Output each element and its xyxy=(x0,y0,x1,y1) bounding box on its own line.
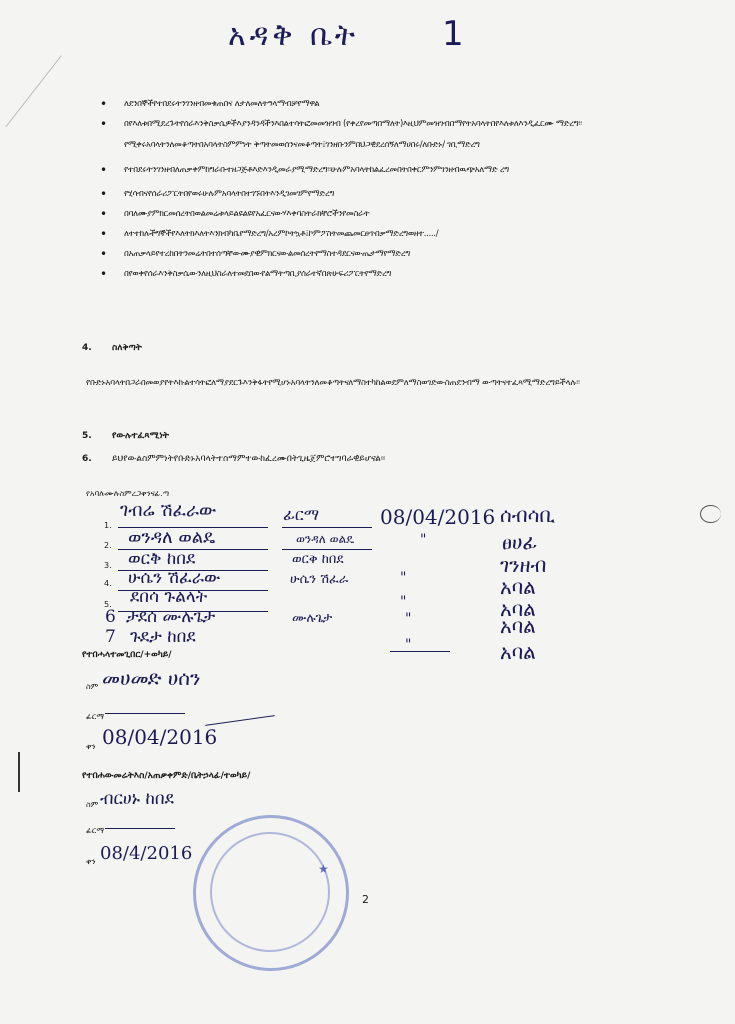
member-date: " xyxy=(405,637,412,653)
member-date: " xyxy=(405,611,412,627)
member-role: አባል xyxy=(500,614,536,638)
list-item: • ለተተከሉችግኞችየእለትክእለትእንክብካቤየማድረግ/አረምኮትኳቶ፤ኮምፖስትመጨመርፀጥበቃማድረግወዘተ...../ xyxy=(100,224,675,244)
member-name: ሁሴን ሽፈራው xyxy=(128,568,221,588)
member-signature: ሁሴን ሽፈራ xyxy=(290,572,349,587)
signature-line xyxy=(390,651,450,652)
member-role: አባል xyxy=(500,640,536,664)
member-role: አባል xyxy=(500,597,536,621)
row-number: 6 xyxy=(105,607,116,627)
member-role: ሰብሳቢ xyxy=(500,503,556,527)
member-signature: ፊርማ xyxy=(283,505,320,524)
member-date: " xyxy=(420,532,427,548)
signature-line xyxy=(118,549,268,550)
obligations-list xyxy=(100,94,675,284)
row-number: 5. xyxy=(104,600,112,609)
paper-fold-mark xyxy=(0,0,62,127)
office-name-value: ብርሀኑ ከበደ xyxy=(100,789,174,809)
margin-mark xyxy=(700,505,721,523)
page-number: 2 xyxy=(362,893,369,906)
office-signature xyxy=(105,828,175,829)
office-name-label: ስም xyxy=(86,800,99,809)
stamp-star-icon: ★ xyxy=(318,862,329,876)
list-item: • በባለሙያምክርመሰረትበወልመሬቱላይልዩልዩየአፈርናውሃእቀባስትራክቸሮችንየመስራት xyxy=(100,204,675,224)
member-name: ወርቅ ከበደ xyxy=(128,549,196,569)
row-number: 2. xyxy=(104,541,112,550)
row-number: 7 xyxy=(105,627,116,647)
office-date-value: 08/4/2016 xyxy=(100,843,193,864)
member-date: 08/04/2016 xyxy=(380,505,496,529)
list-item: • ለደንበኞችየተበደሩትንገንዘብመቁጠበና ለታለመለትዓላማብቻየማዋል xyxy=(100,94,675,114)
office-heading: የተበሐውመሬትእስ/አጠቃቀምድ/ቤትኃላፊ/ተወካይ/ xyxy=(82,771,251,781)
official-stamp xyxy=(193,815,349,971)
receiver-sign-label: ፊርማ xyxy=(86,712,105,721)
row-number: 3. xyxy=(104,561,112,570)
section-5-title: የውሉተፈጻሚነት xyxy=(112,431,169,441)
member-signature: ሙሉጌታ xyxy=(292,611,333,626)
margin-mark xyxy=(18,752,20,792)
member-name: ደበሳ ጉልላት xyxy=(130,587,208,607)
member-name: ታደሰ ሙሉጌታ xyxy=(126,607,216,627)
members-label: የአባሉሙሉስምረጋቀንናፊ.ጣ xyxy=(86,489,170,498)
list-item: • የተበደሩትንገንዘብለጠቃቀምከግራቡተዘጋጅቶእድእንዲመራያሚማድረግ፡፡ሁሉምአባላትከልፈረመበትበቀርምንምገንዘብዉጭአለማድ ረግ xyxy=(100,160,675,180)
member-date: " xyxy=(400,594,407,610)
section-5-number: 5. xyxy=(82,431,92,441)
office-sign-label: ፊርማ xyxy=(86,826,105,835)
handwritten-title: አዳቅ ቤት xyxy=(228,18,360,53)
member-name: ወንዳለ ወልዴ xyxy=(128,527,216,548)
member-name: ገብሬ ሽፈራው xyxy=(120,500,217,521)
member-role: አባል xyxy=(500,575,536,599)
signature-line xyxy=(282,549,372,550)
section-4-number: 4. xyxy=(82,343,92,353)
list-item: • በየእለቱበሚደረጉትየሰራእንቅስቃሴዎችእያንዳንዳችንእበልተሳትፎመመዝገብ (የቀረየመጣበማለት)እዚህምመዝገብበማየትአባላትበየእለቱለእንዲፈርሙ ማድረግ፡፡የሚቀሩአባላትንለመቆጣትበአባላትስምምነት ቅጣትመወሰንናመቆጣት፤ገንዘቡንምበህጋዊደረሰኝለማሀበሩ/ለቡድኑ/ ገቢማድረግ xyxy=(100,114,675,156)
row-number: 4. xyxy=(104,579,112,588)
member-name: ጉደታ ከበደ xyxy=(130,627,196,647)
signature-line xyxy=(118,527,268,528)
member-role: ፀሀፊ xyxy=(502,530,538,554)
section-6-text: ይህየውልስምምነትየቡድኑአባላትተስማምተውከፈረሙበትጊዜጀምሮተግባራዊይሆናል፡፡ xyxy=(112,454,386,464)
receiver-signature xyxy=(105,713,185,714)
receiver-date-label: ቀን xyxy=(86,742,96,751)
member-signature: ወንዳለ ወልዴ xyxy=(296,532,355,546)
signature-line xyxy=(282,527,372,528)
member-signature: ወርቅ ከበደ xyxy=(292,552,344,567)
receiver-name-label: ስም xyxy=(86,682,99,691)
receiver-heading: የተበሓላተመጊበር/+ወካይ/ xyxy=(82,650,172,660)
member-date: " xyxy=(400,570,407,586)
office-date-label: ቀን xyxy=(86,857,96,866)
list-item: • በየወቀየሰራእንቅስቃሴውንለዚህስራለተመደበውየልማትጣቢያሰራተኛበጽሁፍሪፖርትየማድረግ xyxy=(100,264,675,284)
section-6-number: 6. xyxy=(82,454,92,464)
list-item: • በአጠቃላይየተረከበትንመሬትበተሰጣቸውሙያዊምክርናውልመሰረትየማስተዳደርናውጤታማየማድረግ xyxy=(100,244,675,264)
section-4-text: የቡድኑአባላትበጋራበመወያየትእኩልተሳትፎለማያደርጉእንቅፋትየሚሆኑአባላትንለመቆጣትናለማስተካከልወደምለማስወገድውስጠደንብማ ውጣትናተፈጻሚማድረግይችላሉ፡፡ xyxy=(86,378,580,388)
row-number: 1. xyxy=(104,521,112,530)
signature-line xyxy=(118,570,268,571)
list-item: • የሂሳብናየሰራሪፖርትበየወሩሁሉምአባላትበተገኙበትእንዲገመገምየማድረግ xyxy=(100,184,675,204)
receiver-date-value: 08/04/2016 xyxy=(102,725,218,749)
receiver-name-value: መሀመድ ሀሰን xyxy=(102,666,201,690)
signature-line xyxy=(118,590,268,591)
member-role: ገንዘብ xyxy=(500,553,547,577)
handwritten-page-number: 1 xyxy=(442,14,464,54)
signature-line xyxy=(118,611,268,612)
section-4-title: ስለቅጣት xyxy=(112,343,142,353)
